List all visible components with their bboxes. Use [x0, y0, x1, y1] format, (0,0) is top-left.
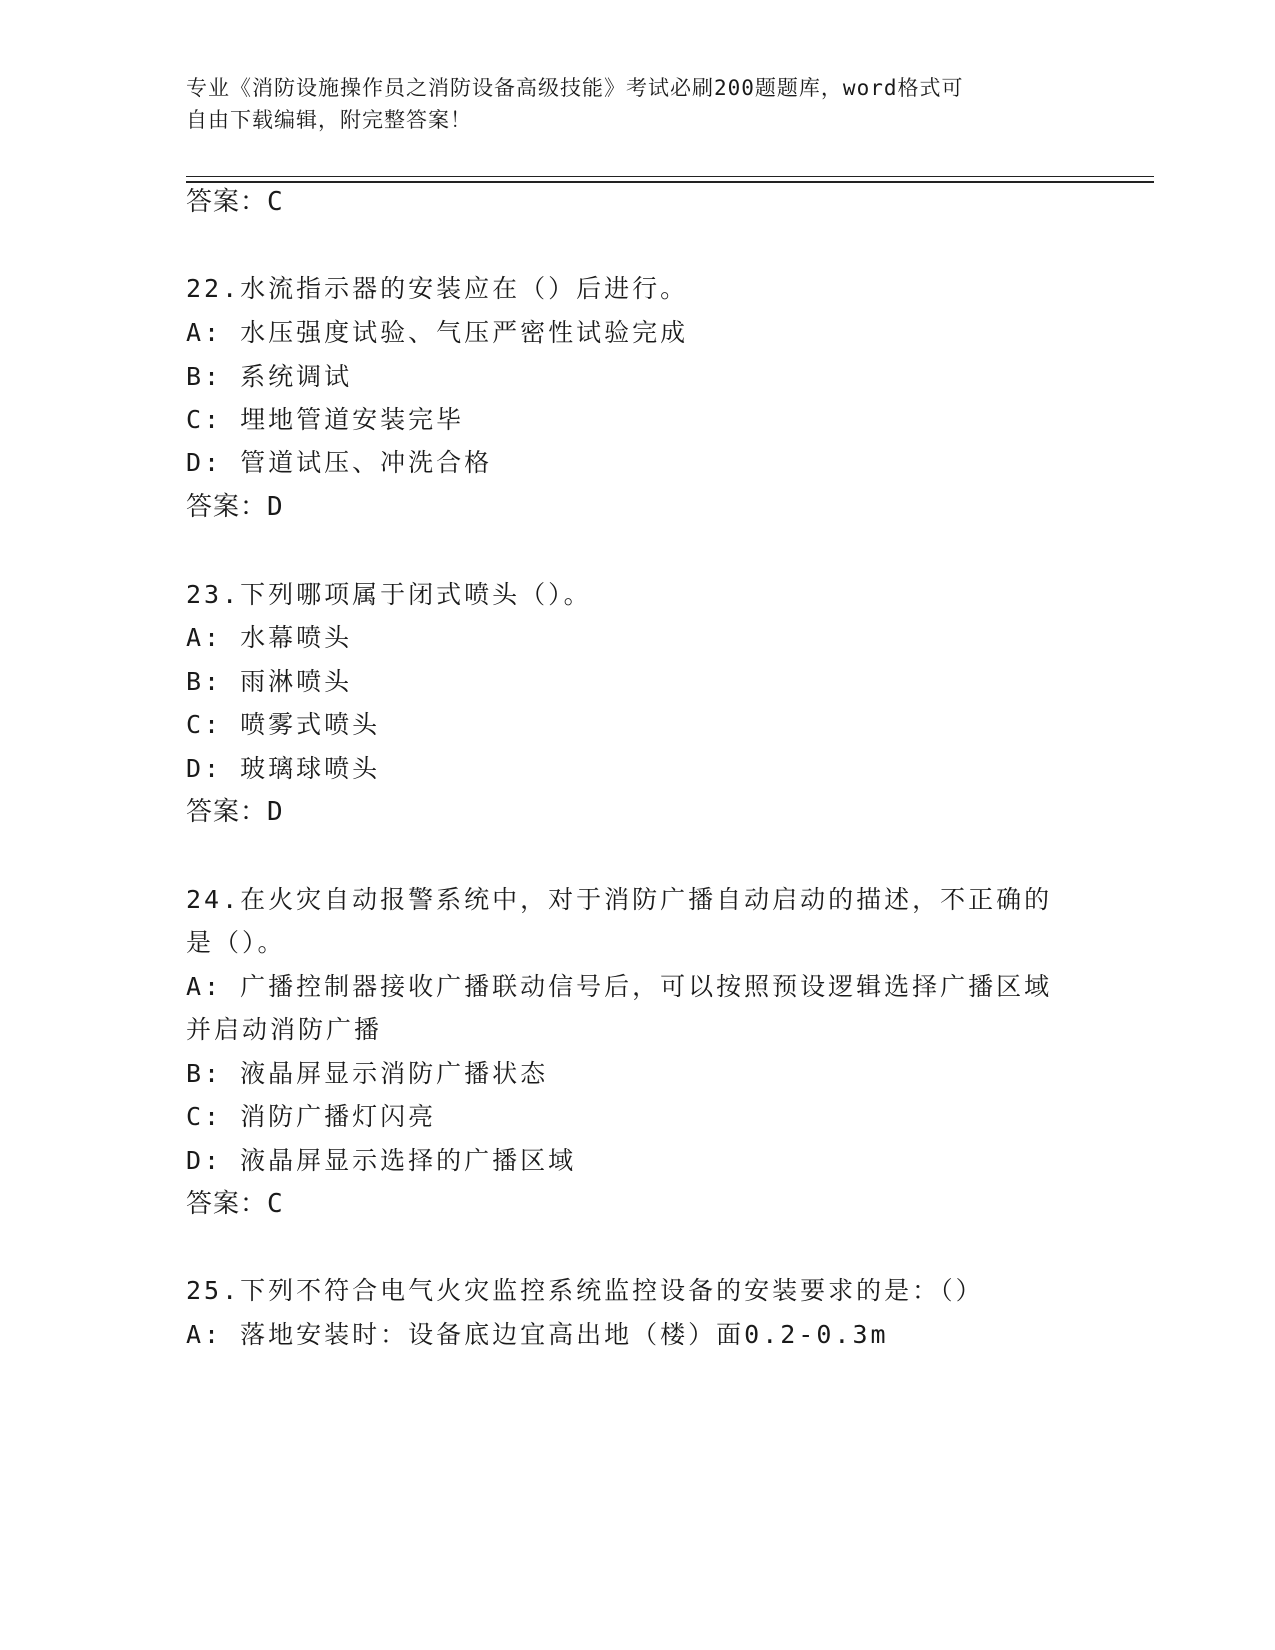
header-line-1: 专业《消防设施操作员之消防设备高级技能》考试必刷200题题库，word格式可 — [186, 76, 964, 100]
question-23-option-c: C: 喷雾式喷头 — [186, 710, 381, 739]
question-23-option-a: A: 水幕喷头 — [186, 623, 353, 652]
header-divider-thick — [186, 181, 1154, 183]
answer-24: 答案：C — [186, 1189, 284, 1219]
answer-22: 答案：D — [186, 492, 284, 522]
question-24-stem-line-1: 24.在火灾自动报警系统中，对于消防广播自动启动的描述，不正确的 — [186, 885, 1053, 914]
question-22-option-d: D: 管道试压、冲洗合格 — [186, 448, 493, 477]
question-25-option-a: A: 落地安装时：设备底边宜高出地（楼）面0.2-0.3m — [186, 1320, 889, 1349]
question-23-stem: 23.下列哪项属于闭式喷头（）。 — [186, 580, 592, 609]
answer-21: 答案：C — [186, 187, 284, 217]
question-24-stem-line-2: 是（）。 — [186, 928, 286, 957]
header-line-2: 自由下载编辑，附完整答案！ — [186, 108, 472, 132]
question-24-option-a-line-2: 并启动消防广播 — [186, 1015, 383, 1044]
question-24-option-c: C: 消防广播灯闪亮 — [186, 1102, 437, 1131]
question-22-option-b: B: 系统调试 — [186, 362, 353, 391]
question-24-option-a-line-1: A: 广播控制器接收广播联动信号后，可以按照预设逻辑选择广播区域 — [186, 972, 1053, 1001]
header-divider-thin — [186, 176, 1154, 177]
question-25-stem: 25.下列不符合电气火灾监控系统监控设备的安装要求的是：（） — [186, 1276, 984, 1305]
question-22-stem: 22.水流指示器的安装应在（）后进行。 — [186, 274, 689, 303]
question-23-option-d: D: 玻璃球喷头 — [186, 754, 381, 783]
answer-23: 答案：D — [186, 797, 284, 827]
question-24-option-d: D: 液晶屏显示选择的广播区域 — [186, 1146, 577, 1175]
question-23-option-b: B: 雨淋喷头 — [186, 667, 353, 696]
question-24-option-b: B: 液晶屏显示消防广播状态 — [186, 1059, 549, 1088]
question-22-option-a: A: 水压强度试验、气压严密性试验完成 — [186, 318, 689, 347]
question-22-option-c: C: 埋地管道安装完毕 — [186, 405, 465, 434]
document-header — [186, 72, 1066, 136]
